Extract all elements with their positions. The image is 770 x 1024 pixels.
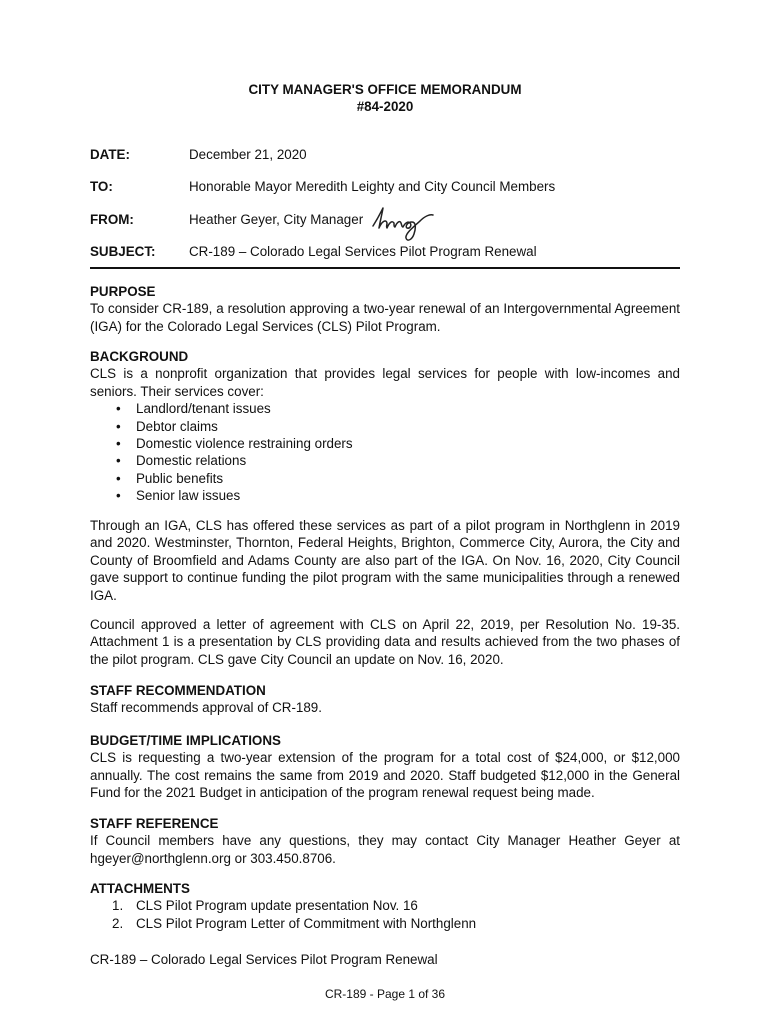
purpose-heading: PURPOSE [90,284,156,299]
attachments-list [90,897,680,932]
list-item: 1. CLS Pilot Program update presentation Nov. 16 [112,898,418,914]
staff-recommendation-section [90,682,680,717]
staff-reference-heading: STAFF REFERENCE [90,816,219,831]
purpose-section [90,283,680,335]
subject-value: CR-189 – Colorado Legal Services Pilot Program Renewal [189,244,537,259]
bullet-icon: • [116,418,121,434]
background-paragraph-council: Council approved a letter of agreement with CLS on April 22, 2019, per Resolution No. 19-35. Attachment 1 is a presentation by CLS providing data and results achieved from the two phases of the pilot program. CLS gave City Council an update on Nov. 16, 2020. [90,617,680,667]
staff-reference-section [90,815,680,867]
budget-text: CLS is requesting a two-year extension of the program for a total cost of $24,000, or $12,000 annually. The cost remains the same from 2019 and 2020. Staff budgeted $12,000 in the General Fund for the 2021 Budget in anticipation of the program renewal request being made. [90,750,680,801]
from-value: Heather Geyer, City Manager [189,212,364,227]
list-item: • Domestic violence restraining orders [116,436,353,452]
from-label: FROM: [90,212,134,227]
budget-heading: BUDGET/TIME IMPLICATIONS [90,733,281,748]
subject-label: SUBJECT: [90,244,156,259]
services-list [90,400,680,504]
purpose-text: To consider CR-189, a resolution approving a two-year renewal of an Intergovernmental Agreement (IGA) for the Colorado Legal Services (CLS) Pilot Program. [90,301,680,334]
signature-initials-icon [370,204,436,244]
attachments-section [90,880,680,932]
background-heading: BACKGROUND [90,349,189,364]
header-divider [90,267,680,269]
list-item: • Debtor claims [116,418,218,434]
bullet-icon: • [116,401,121,417]
background-intro: CLS is a nonprofit organization that provides legal services for people with low-incomes and seniors. Their services cover: [90,366,680,399]
staff-recommendation-text: Staff recommends approval of CR-189. [90,700,322,716]
list-item: 2. CLS Pilot Program Letter of Commitment with Northglenn [112,915,477,931]
bullet-icon: • [116,470,121,486]
budget-section [90,732,680,802]
background-section [90,348,680,505]
list-item: • Domestic relations [116,453,247,469]
list-item: • Public benefits [116,470,224,486]
date-value: December 21, 2020 [189,147,307,162]
to-label: TO: [90,179,113,194]
page-number: CR-189 - Page 1 of 36 [324,987,446,1001]
attachments-heading: ATTACHMENTS [90,881,190,896]
date-label: DATE: [90,147,130,162]
to-value: Honorable Mayor Meredith Leighty and City Council Members [189,179,556,194]
bullet-icon: • [116,453,121,469]
list-item: • Landlord/tenant issues [116,401,271,417]
background-paragraph-iga: Through an IGA, CLS has offered these services as part of a pilot program in Northglenn in 2019 and 2020. Westminster, Thornton, Federal Heights, Brighton, Commerce City, Aurora, the City and County of Broomfield and Adams County are also part of the IGA. On Nov. 16, 2020, City Council gave support to continue funding the pilot program with the same municipalities through a renewed IGA. [90,518,680,603]
bullet-icon: • [116,436,121,452]
memo-number: #84-2020 [356,99,414,114]
memo-title: CITY MANAGER'S OFFICE MEMORANDUM [248,82,522,97]
list-item: • Senior law issues [116,488,241,504]
footer-subject: CR-189 – Colorado Legal Services Pilot Program Renewal [90,952,438,967]
staff-recommendation-heading: STAFF RECOMMENDATION [90,683,266,698]
bullet-icon: • [116,488,121,504]
staff-reference-text: If Council members have any questions, they may contact City Manager Heather Geyer at hgeyer@northglenn.org or 303.450.8706. [90,833,680,866]
